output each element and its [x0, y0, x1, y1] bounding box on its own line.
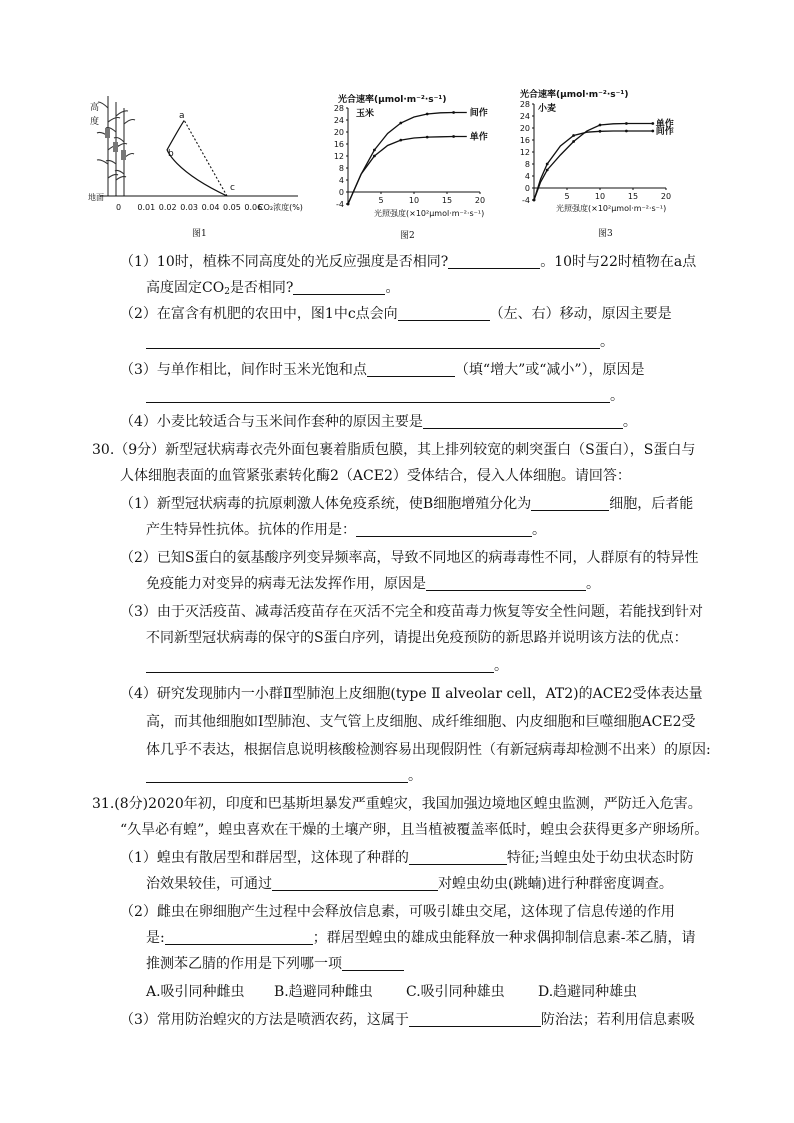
q30-part3-line2: 不同新型冠状病毒的保守的S蛋白序列，请提出免疫预防的新思路并说明该方法的优点： — [146, 630, 688, 646]
q29-p1-blank-2[interactable] — [293, 280, 385, 295]
series-line-0 — [348, 113, 467, 205]
q30-p3-end: 。 — [494, 658, 508, 674]
series-point — [426, 136, 429, 139]
figure-2-caption: 图2 — [400, 231, 415, 241]
q30-part3-line3 — [146, 656, 508, 676]
q30-part2-line1: （2）已知S蛋白的氨基酸序列变异频率高，导致不同地区的病毒毒性不同，人群原有的特异性 — [120, 550, 699, 566]
q31-part2-line3 — [146, 954, 404, 974]
q30-part1-line1 — [120, 494, 693, 514]
series-line-1 — [348, 137, 467, 205]
q31-part3-line1 — [120, 1010, 695, 1030]
series-point — [599, 124, 602, 127]
fig1-point-c: c — [230, 183, 235, 193]
q29-p1-text-c2: 是否相同? — [229, 280, 294, 296]
y-tick-label: 4 — [338, 176, 344, 185]
fig1-x-tick: 0.02 — [158, 203, 177, 212]
q30-part1-line2 — [146, 520, 546, 540]
q29-p2-text-a: （2）在富含有机肥的农田中，图1中c点会向 — [120, 306, 398, 322]
q31-p2-blank-2[interactable] — [342, 956, 404, 971]
q29-part2-line1 — [120, 304, 672, 324]
y-tick-label: 16 — [519, 136, 530, 145]
x-tick-label: 5 — [378, 196, 384, 205]
chart-plot — [520, 100, 674, 205]
q30-part4-line2: 高，而其他细胞如Ⅰ型肺泡、支气管上皮细胞、成纤维细胞、内皮细胞和巨噬细胞ACE2受 — [146, 714, 696, 730]
q31-intro-line1: 31.(8分)2020年初，印度和巴基斯坦暴发严重蝗灾，我国加强边境地区蝗虫监测，严防迁入危害。 — [92, 796, 702, 812]
fig2-y-title: 光合速率(μmol·m⁻²·s⁻¹) — [338, 95, 447, 105]
q29-p3-text-b: （填“增大”或“减小”），原因是 — [454, 362, 645, 378]
x-tick-label: 5 — [564, 192, 570, 201]
figure-3-caption: 图3 — [598, 229, 613, 239]
y-tick-label: 8 — [338, 164, 344, 173]
x-tick-label: 15 — [441, 196, 453, 205]
figure-1-caption: 图1 — [192, 229, 207, 239]
q31-p2-text-c: ；群居型蝗虫的雄成虫能释放一种求偶抑制信息素-苯乙腈，请 — [312, 930, 696, 946]
fig1-x-ticks — [116, 203, 262, 212]
fig1-x-tick: 0.04 — [201, 203, 220, 212]
y-tick-label: 20 — [333, 128, 344, 137]
series-label: 间作 — [655, 127, 674, 137]
fig1-x-tick: 0.03 — [180, 203, 199, 212]
fig1-x-tick: 0.05 — [223, 203, 241, 212]
y-tick-label: 8 — [524, 160, 530, 169]
chart-plot — [334, 104, 488, 209]
q29-part4 — [120, 412, 637, 432]
q29-p1-text-b: 。10时与22时植物在a点 — [540, 254, 697, 270]
q29-p2-text-b: （左、右）移动，原因主要是 — [489, 306, 672, 322]
y-tick-label: 12 — [333, 152, 344, 161]
series-point — [452, 111, 455, 114]
series-point — [399, 139, 402, 142]
series-point — [533, 199, 536, 202]
y-tick-label: 28 — [519, 100, 530, 109]
series-point — [599, 130, 602, 133]
figure-1-svg — [86, 88, 316, 218]
q30-part2-line2 — [146, 574, 600, 594]
q29-p4-blank[interactable] — [423, 414, 623, 429]
q30-part4-line3: 体几乎不表达，根据信息说明核酸检测容易出现假阴性（有新冠病毒却检测不出来）的原因: — [146, 742, 711, 758]
y-tick-label: -4 — [522, 196, 530, 205]
series-point — [651, 130, 654, 133]
q31-p1-text-a: （1）蝗虫有散居型和群居型，这体现了种群的 — [120, 850, 409, 866]
q30-p1-blank-1[interactable] — [531, 496, 609, 511]
y-tick-label: 24 — [519, 112, 530, 121]
x-tick-label: 15 — [627, 192, 639, 201]
q31-p2-blank-1[interactable] — [165, 930, 313, 945]
q31-p2-text-d: 推测苯乙腈的作用是下列哪一项 — [146, 956, 342, 972]
q29-p2-blank-1[interactable] — [398, 306, 490, 321]
q29-part3-line2 — [146, 386, 624, 406]
q30-p1-blank-2[interactable] — [356, 522, 532, 537]
x-tick-label: 10 — [594, 192, 606, 201]
series-line-0 — [534, 124, 653, 201]
y-tick-label: 16 — [333, 140, 344, 149]
series-point — [426, 113, 429, 116]
q30-p2-blank[interactable] — [426, 576, 586, 591]
fig1-x-tick: 0.01 — [137, 203, 156, 212]
y-tick-label: -4 — [336, 200, 344, 209]
q30-intro-line1: 30.（9分）新型冠状病毒衣壳外面包裹着脂质包膜，其上排列较宽的刺突蛋白（S蛋白），S蛋白与 — [92, 442, 696, 458]
series-point — [572, 140, 575, 143]
q31-p1-text-b: 特征;当蝗虫处于幼虫状态时防 — [506, 850, 694, 866]
q31-part1-line1 — [120, 848, 694, 868]
q30-p1-text-c: 产生特异性抗体。抗体的作用是： — [146, 522, 356, 538]
series-label: 单作 — [469, 132, 488, 143]
q29-p3-text-a: （3）与单作相比，间作时玉米光饱和点 — [120, 362, 367, 378]
q30-intro-line2: 人体细胞表面的血管紧张素转化酶2（ACE2）受体结合，侵入人体细胞。请回答： — [120, 468, 631, 484]
corn-plants-icon — [97, 96, 135, 196]
q29-part1-line2 — [146, 278, 399, 298]
q30-p1-end: 。 — [532, 522, 546, 538]
y-tick-label: 24 — [333, 116, 344, 125]
q29-p4-text-a: （4）小麦比较适合与玉米间作套种的原因主要是 — [120, 414, 423, 430]
q30-p1-text-a: （1）新型冠状病毒的抗原刺激人体免疫系统，使B细胞增殖分化为 — [120, 496, 532, 512]
q29-p1-text-c1: 高度固定CO — [146, 280, 225, 296]
series-point — [625, 122, 628, 125]
fig3-y-title: 光合速率(μmol·m⁻²·s⁻¹) — [520, 90, 629, 100]
fig1-height-label-top: 高 — [90, 103, 100, 113]
x-tick-label: 20 — [660, 192, 672, 201]
y-tick-label: 4 — [524, 172, 530, 181]
series-point — [452, 135, 455, 138]
q31-option-b[interactable]: B.趋避同种雌虫 — [274, 984, 373, 1000]
series-point — [373, 149, 376, 152]
q31-p3-blank[interactable] — [409, 1012, 541, 1027]
fig2-x-label: 光照强度(×10²μmol·m⁻²·s⁻¹) — [374, 209, 485, 218]
q29-part1-line1 — [120, 252, 696, 272]
figure-3-svg — [516, 88, 696, 228]
y-tick-label: 0 — [338, 188, 344, 197]
q29-part3-line1 — [120, 360, 645, 380]
q31-p3-text-b: 防治法；若利用信息素吸 — [540, 1012, 695, 1028]
series-point — [651, 122, 654, 125]
q31-p1-text-d: 对蝗虫幼虫(跳蝻)进行种群密度调查。 — [438, 876, 673, 892]
fig1-point-b: b — [168, 149, 174, 159]
fig2-crop-label: 玉米 — [356, 109, 375, 119]
q31-option-c[interactable]: C.吸引同种雄虫 — [406, 984, 505, 1000]
q31-p1-blank-2[interactable] — [272, 876, 438, 891]
series-label: 单作 — [655, 119, 674, 130]
q31-option-a[interactable]: A.吸引同种雌虫 — [146, 984, 245, 1000]
series-point — [625, 130, 628, 133]
q30-part4-line1: （4）研究发现肺内一小群Ⅱ型肺泡上皮细胞(type Ⅱ alveolar cell，AT2)的ACE2受体表达量 — [120, 686, 703, 702]
q31-options — [146, 982, 637, 1002]
q29-p4-end: 。 — [622, 414, 637, 430]
fig1-curve-b — [167, 120, 227, 196]
figure-2 — [330, 90, 510, 241]
fig1-curves — [167, 120, 227, 196]
fig1-point-a: a — [179, 111, 185, 121]
q31-p1-text-c: 治效果较佳，可通过 — [146, 876, 272, 892]
figure-3 — [516, 88, 696, 239]
q30-p4-blank[interactable] — [146, 768, 408, 783]
q31-p2-text-b: 是: — [146, 930, 165, 946]
q29-p1-text-c3: 。 — [385, 280, 400, 296]
series-point — [347, 203, 350, 206]
series-point — [546, 163, 549, 166]
q31-intro-line2: “久旱必有蝗”，蝗虫喜欢在干燥的土壤产卵，且当植被覆盖率低时，蝗虫会获得更多产卵场所。 — [120, 822, 709, 838]
q30-p2-end: 。 — [586, 576, 600, 592]
series-point — [373, 155, 376, 158]
figure-2-svg — [330, 90, 510, 230]
q29-p3-blank-2[interactable] — [146, 388, 610, 403]
fig1-ground-label: 地面 — [88, 193, 104, 202]
series-point — [572, 134, 575, 137]
q30-p3-blank[interactable] — [146, 658, 494, 673]
fig3-x-label: 光照强度(×10²μmol·m⁻²·s⁻¹) — [556, 204, 667, 213]
y-tick-label: 0 — [524, 184, 530, 193]
q29-p1-text-a: （1）10时，植株不同高度处的光反应强度是否相同? — [120, 254, 449, 270]
q30-p4-end: 。 — [408, 768, 422, 784]
q29-p3-end: 。 — [610, 388, 624, 404]
q31-p1-blank-1[interactable] — [409, 850, 507, 865]
x-tick-label: 10 — [408, 196, 420, 205]
q29-p2-blank-2[interactable] — [146, 334, 600, 349]
fig1-x-label: CO₂浓度(%) — [258, 203, 303, 212]
q29-p2-end: 。 — [600, 334, 614, 350]
fig1-x-tick: 0 — [116, 203, 122, 212]
series-point — [399, 122, 402, 125]
q31-part2-line1: （2）雌虫在卵细胞产生过程中会释放信息素，可吸引雄虫交尾，这体现了信息传递的作用 — [120, 904, 675, 920]
q29-part2-line2 — [146, 332, 614, 352]
q30-part3-line1: （3）由于灭活疫苗、减毒活疫苗存在灭活不完全和疫苗毒力恢复等安全性问题，若能找到针对 — [120, 604, 703, 620]
y-tick-label: 20 — [519, 124, 530, 133]
q31-part1-line2 — [146, 874, 673, 894]
series-label: 间作 — [469, 108, 488, 119]
y-tick-label: 28 — [333, 104, 344, 113]
q30-p2-text-b: 免疫能力对变异的病毒无法发挥作用，原因是 — [146, 576, 426, 592]
figure-1 — [86, 88, 316, 239]
x-tick-label: 20 — [474, 196, 486, 205]
fig1-x-tick: 0.06 — [244, 203, 263, 212]
q31-option-d[interactable]: D.趋避同种雄虫 — [538, 984, 638, 1000]
q29-p1-co2-sub: 2 — [224, 287, 230, 297]
q30-part4-line4 — [146, 766, 422, 786]
fig1-height-label-bottom: 度 — [90, 117, 100, 127]
q31-part2-line2 — [146, 928, 695, 948]
q31-p3-text-a: （3）常用防治蝗灾的方法是喷洒农药，这属于 — [120, 1012, 409, 1028]
q29-p3-blank-1[interactable] — [367, 362, 455, 377]
fig3-crop-label: 小麦 — [538, 104, 557, 114]
y-tick-label: 12 — [519, 148, 530, 157]
q30-p1-text-b: 细胞，后者能 — [609, 496, 694, 512]
q29-p1-blank-1[interactable] — [448, 254, 540, 269]
series-point — [546, 169, 549, 172]
